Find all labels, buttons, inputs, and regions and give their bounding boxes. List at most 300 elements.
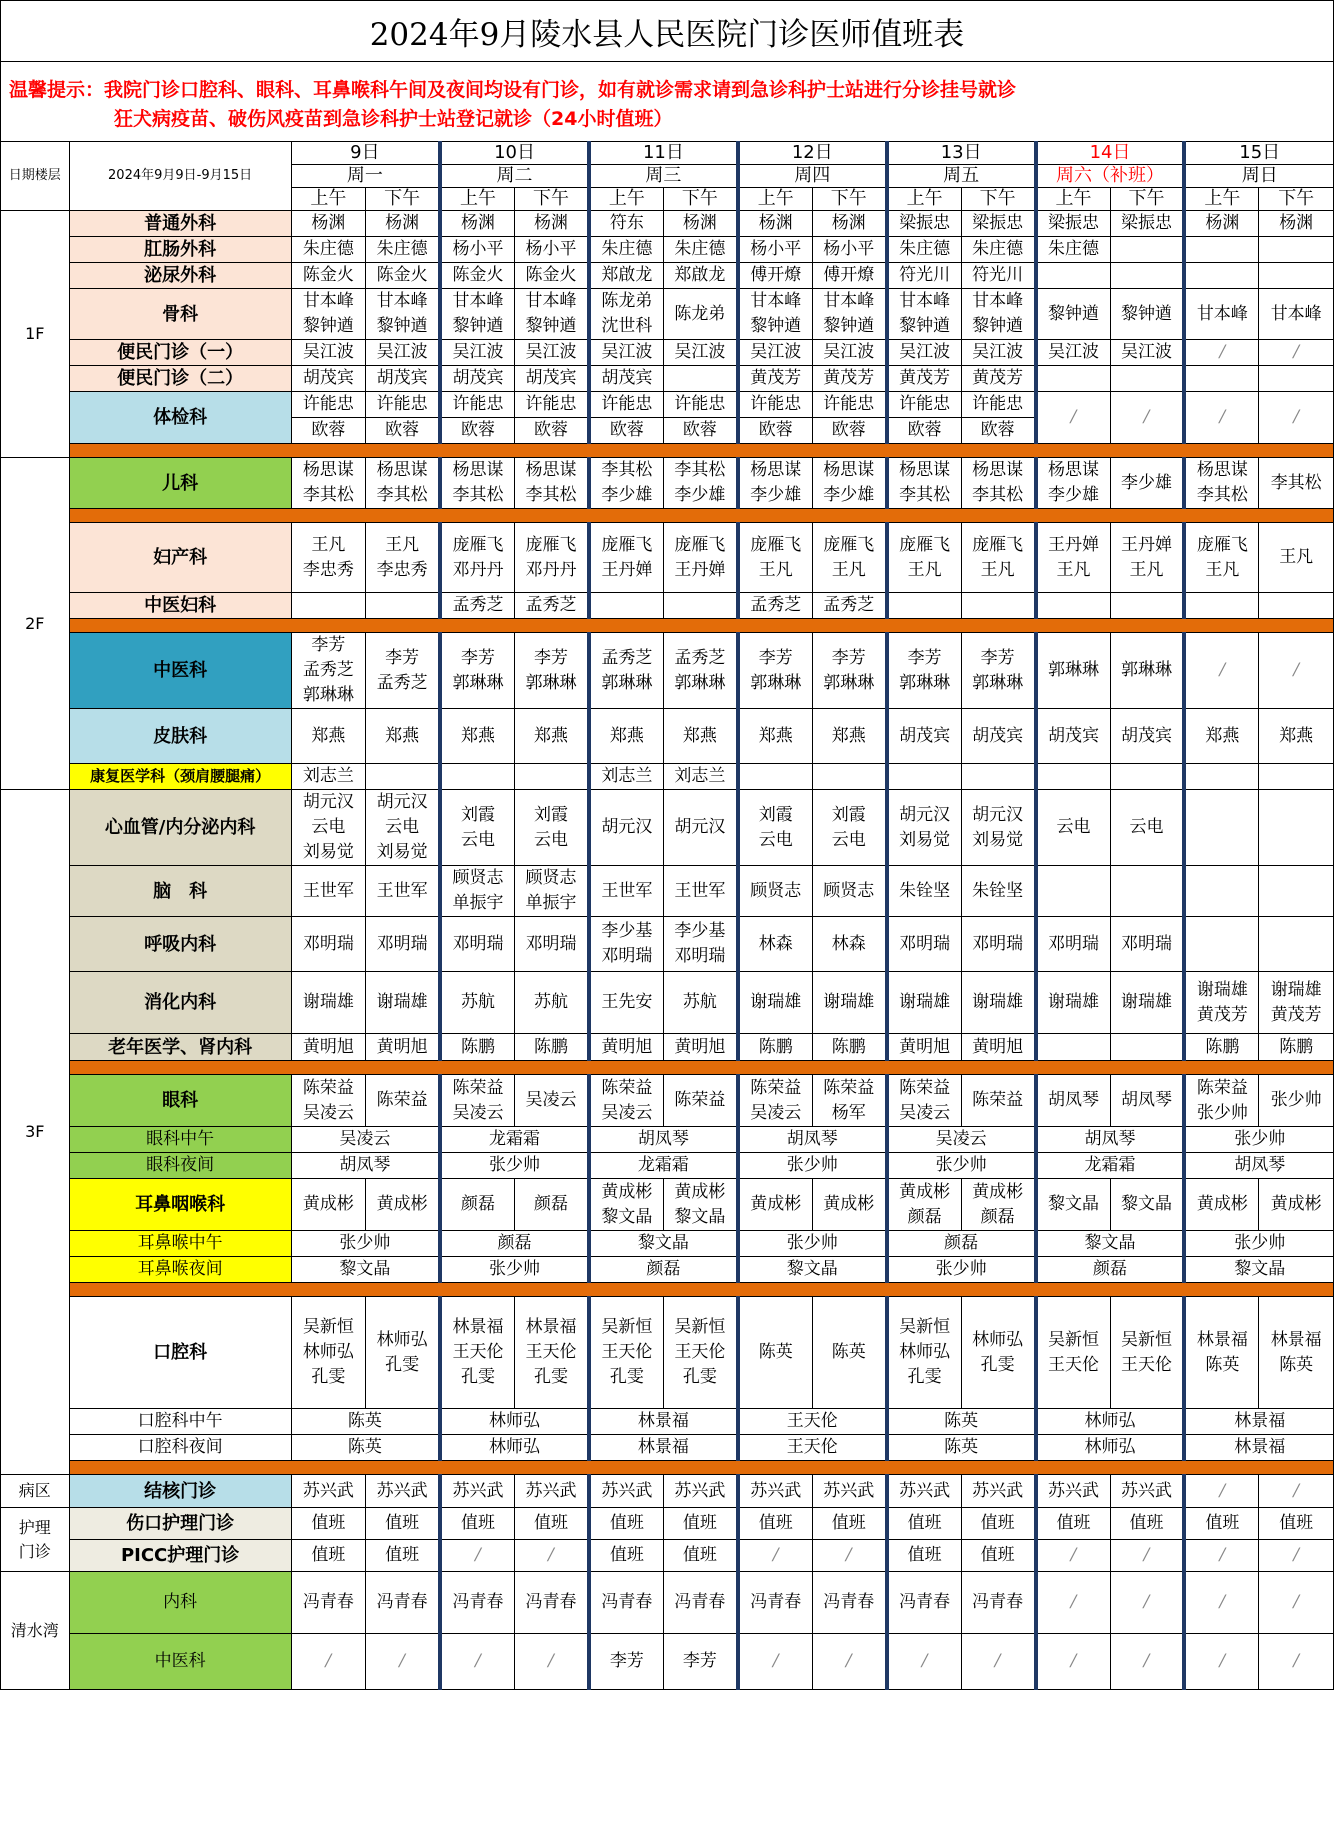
duty-cell: 胡茂宾 bbox=[961, 709, 1035, 764]
duty-cell: 吴新恒 王天伦 bbox=[1036, 1297, 1110, 1409]
duty-roster-table bbox=[0, 141, 1334, 1690]
duty-cell: 林师弘 孔雯 bbox=[961, 1297, 1035, 1409]
duty-cell bbox=[1259, 263, 1334, 289]
header-day-weekday: 周三 bbox=[589, 165, 738, 188]
merged-duty-cell: 林师弘 bbox=[440, 1435, 589, 1461]
duty-cell: 陈荣益 吴凌云 bbox=[291, 1075, 365, 1127]
duty-cell: 甘本峰 黎钟遒 bbox=[515, 289, 589, 340]
duty-cell: 值班 bbox=[663, 1540, 737, 1572]
merged-duty-cell: 张少帅 bbox=[1184, 1231, 1333, 1257]
duty-cell-bottom: 欧蓉 bbox=[831, 420, 866, 440]
duty-cell: 甘本峰 黎钟遒 bbox=[887, 289, 961, 340]
duty-cell bbox=[366, 764, 440, 790]
dept-label: 呼吸内科 bbox=[69, 917, 291, 972]
duty-cell: / bbox=[1259, 1475, 1334, 1508]
duty-cell: 陈英 bbox=[738, 1297, 812, 1409]
duty-cell: 吴新恒 王天伦 孔雯 bbox=[589, 1297, 663, 1409]
duty-cell: / bbox=[1184, 340, 1258, 366]
floor-label-f2: 2F bbox=[1, 458, 70, 790]
merged-duty-cell: 颜磊 bbox=[1036, 1257, 1185, 1283]
duty-cell-top: 许能忠 bbox=[813, 392, 885, 418]
duty-cell: 苏兴武 bbox=[663, 1475, 737, 1508]
duty-cell: 黄明旭 bbox=[887, 1034, 961, 1061]
duty-cell-bottom: 欧蓉 bbox=[907, 420, 942, 440]
duty-cell: / bbox=[1184, 633, 1258, 709]
duty-cell: 胡茂宾 bbox=[515, 366, 589, 392]
duty-cell: / bbox=[515, 1540, 589, 1572]
duty-cell bbox=[1184, 764, 1258, 790]
duty-cell: 吴江波 bbox=[961, 340, 1035, 366]
duty-cell: 甘本峰 bbox=[1259, 289, 1334, 340]
header-day-date: 13日 bbox=[887, 142, 1036, 165]
dept-label: 耳鼻喉夜间 bbox=[69, 1257, 291, 1283]
duty-cell bbox=[1184, 263, 1258, 289]
merged-duty-cell: 王天伦 bbox=[738, 1435, 887, 1461]
duty-cell: 黄成彬 黎文晶 bbox=[589, 1179, 663, 1231]
duty-cell: 陈荣益 bbox=[366, 1075, 440, 1127]
duty-cell: 刘志兰 bbox=[589, 764, 663, 790]
header-day-weekday: 周日 bbox=[1184, 165, 1333, 188]
duty-cell: 王凡 李忠秀 bbox=[366, 523, 440, 593]
duty-cell: 谢瑞雄 bbox=[1110, 972, 1184, 1034]
duty-cell: 值班 bbox=[291, 1508, 365, 1540]
duty-cell: 邓明瑞 bbox=[1110, 917, 1184, 972]
header-date-range: 2024年9月9日-9月15日 bbox=[69, 142, 291, 211]
duty-cell: 王世军 bbox=[663, 866, 737, 917]
dept-label: 眼科 bbox=[69, 1075, 291, 1127]
duty-cell: / bbox=[961, 1634, 1035, 1690]
duty-cell: / bbox=[1184, 1540, 1258, 1572]
duty-cell: 郑燕 bbox=[738, 709, 812, 764]
duty-cell: 符光川 bbox=[887, 263, 961, 289]
duty-cell: 刘霞 云电 bbox=[440, 790, 514, 866]
header-day-weekday: 周六（补班） bbox=[1036, 165, 1185, 188]
merged-duty-cell: 林景福 bbox=[1184, 1435, 1333, 1461]
dept-label: 眼科夜间 bbox=[69, 1153, 291, 1179]
duty-cell: 胡元汉 刘易觉 bbox=[887, 790, 961, 866]
duty-cell: 符光川 bbox=[961, 263, 1035, 289]
header-am: 上午 bbox=[589, 188, 663, 211]
section-separator bbox=[69, 1283, 1333, 1297]
duty-cell: 林森 bbox=[738, 917, 812, 972]
header-day-date: 15日 bbox=[1184, 142, 1333, 165]
duty-cell: 谢瑞雄 黄茂芳 bbox=[1259, 972, 1334, 1034]
duty-cell: 吴江波 bbox=[515, 340, 589, 366]
duty-cell: / bbox=[366, 1634, 440, 1690]
duty-cell: 杨思谋 李其松 bbox=[961, 458, 1035, 509]
duty-cell: 值班 bbox=[515, 1508, 589, 1540]
duty-cell: 值班 bbox=[887, 1540, 961, 1572]
duty-cell: 吴江波 bbox=[812, 340, 886, 366]
duty-cell bbox=[1036, 593, 1110, 619]
dept-label: 中医科 bbox=[69, 1634, 291, 1690]
duty-cell: 吴新恒 林师弘 孔雯 bbox=[291, 1297, 365, 1409]
duty-cell: 邓明瑞 bbox=[887, 917, 961, 972]
duty-cell: 苏兴武 bbox=[440, 1475, 514, 1508]
duty-cell: 李少基 邓明瑞 bbox=[589, 917, 663, 972]
duty-cell: 苏航 bbox=[663, 972, 737, 1034]
duty-cell: 王丹婵 王凡 bbox=[1036, 523, 1110, 593]
duty-cell: 庞雁飞 王丹婵 bbox=[589, 523, 663, 593]
duty-cell: 胡茂宾 bbox=[887, 709, 961, 764]
duty-cell: 郑燕 bbox=[366, 709, 440, 764]
duty-cell: 杨渊 bbox=[1184, 211, 1258, 237]
duty-cell: 黄明旭 bbox=[366, 1034, 440, 1061]
duty-cell: / bbox=[1036, 1634, 1110, 1690]
duty-cell: 杨小平 bbox=[515, 237, 589, 263]
duty-cell bbox=[366, 593, 440, 619]
dept-label: 脑 科 bbox=[69, 866, 291, 917]
duty-cell: 郑燕 bbox=[1259, 709, 1334, 764]
duty-cell: 陈金火 bbox=[515, 263, 589, 289]
duty-cell: 黄明旭 bbox=[291, 1034, 365, 1061]
duty-cell: 杨思谋 李其松 bbox=[366, 458, 440, 509]
duty-cell bbox=[812, 764, 886, 790]
duty-cell: 顾贤志 bbox=[738, 866, 812, 917]
duty-cell: 黄成彬 bbox=[366, 1179, 440, 1231]
duty-cell bbox=[1184, 866, 1258, 917]
duty-cell bbox=[1259, 366, 1334, 392]
merged-duty-cell: 张少帅 bbox=[738, 1153, 887, 1179]
duty-cell: 杨思谋 李少雄 bbox=[1036, 458, 1110, 509]
merged-duty-cell: 陈英 bbox=[887, 1409, 1036, 1435]
duty-cell: 张少帅 bbox=[1259, 1075, 1334, 1127]
duty-cell: 胡茂宾 bbox=[589, 366, 663, 392]
merged-duty-cell: 林师弘 bbox=[440, 1409, 589, 1435]
duty-cell: 冯青春 bbox=[663, 1572, 737, 1634]
duty-cell-top: 许能忠 bbox=[889, 392, 961, 418]
duty-cell: 刘霞 云电 bbox=[812, 790, 886, 866]
duty-cell: 王先安 bbox=[589, 972, 663, 1034]
floor-label-qsw: 清水湾 bbox=[1, 1572, 70, 1690]
duty-cell: 冯青春 bbox=[961, 1572, 1035, 1634]
duty-cell: 甘本峰 bbox=[1184, 289, 1258, 340]
duty-cell bbox=[1110, 1034, 1184, 1061]
duty-cell: 谢瑞雄 bbox=[812, 972, 886, 1034]
duty-cell: / bbox=[1259, 1634, 1334, 1690]
duty-cell bbox=[1259, 790, 1334, 866]
duty-cell: 云电 bbox=[1036, 790, 1110, 866]
duty-cell: 李其松 李少雄 bbox=[589, 458, 663, 509]
merged-duty-cell: 龙霜霜 bbox=[1036, 1153, 1185, 1179]
duty-cell: 杨渊 bbox=[440, 211, 514, 237]
duty-cell: 郑燕 bbox=[515, 709, 589, 764]
merged-duty-cell: 胡凤琴 bbox=[1036, 1127, 1185, 1153]
merged-duty-cell: 王天伦 bbox=[738, 1409, 887, 1435]
duty-cell: 苏兴武 bbox=[1110, 1475, 1184, 1508]
duty-cell: / bbox=[1259, 392, 1334, 444]
duty-cell bbox=[663, 366, 737, 392]
duty-cell: 云电 bbox=[1110, 790, 1184, 866]
header-day-date: 11日 bbox=[589, 142, 738, 165]
merged-duty-cell: 陈英 bbox=[291, 1435, 440, 1461]
duty-cell: 杨思谋 李其松 bbox=[291, 458, 365, 509]
duty-cell bbox=[1259, 237, 1334, 263]
duty-cell: 李芳 孟秀芝 郭琳琳 bbox=[291, 633, 365, 709]
duty-cell bbox=[515, 392, 589, 444]
header-am: 上午 bbox=[440, 188, 514, 211]
duty-cell: 邓明瑞 bbox=[515, 917, 589, 972]
duty-cell: / bbox=[1036, 392, 1110, 444]
duty-cell: 冯青春 bbox=[738, 1572, 812, 1634]
duty-cell bbox=[663, 593, 737, 619]
duty-cell: 梁振忠 bbox=[1110, 211, 1184, 237]
duty-cell: 值班 bbox=[291, 1540, 365, 1572]
duty-cell: 杨渊 bbox=[663, 211, 737, 237]
duty-cell: 陈鹏 bbox=[1184, 1034, 1258, 1061]
duty-cell: 胡凤琴 bbox=[1036, 1075, 1110, 1127]
duty-cell: 郑燕 bbox=[440, 709, 514, 764]
duty-cell bbox=[1036, 866, 1110, 917]
duty-cell: / bbox=[1184, 392, 1258, 444]
duty-cell: 王凡 bbox=[1259, 523, 1334, 593]
duty-cell: 孟秀芝 bbox=[515, 593, 589, 619]
merged-duty-cell: 林景福 bbox=[589, 1409, 738, 1435]
duty-cell: 胡元汉 bbox=[589, 790, 663, 866]
duty-cell bbox=[1259, 593, 1334, 619]
duty-cell: 杨渊 bbox=[812, 211, 886, 237]
duty-cell: 苏航 bbox=[515, 972, 589, 1034]
duty-cell: 值班 bbox=[738, 1508, 812, 1540]
duty-cell-top: 许能忠 bbox=[292, 392, 365, 418]
duty-cell: 孟秀芝 郭琳琳 bbox=[663, 633, 737, 709]
duty-cell bbox=[589, 593, 663, 619]
duty-cell: 邓明瑞 bbox=[440, 917, 514, 972]
duty-cell: 庞雁飞 邓丹丹 bbox=[440, 523, 514, 593]
duty-cell: 林景福 陈英 bbox=[1259, 1297, 1334, 1409]
dept-label: 内科 bbox=[69, 1572, 291, 1634]
duty-cell: 杨小平 bbox=[812, 237, 886, 263]
header-am: 上午 bbox=[291, 188, 365, 211]
duty-cell: / bbox=[887, 1634, 961, 1690]
duty-cell bbox=[440, 764, 514, 790]
dept-label: 骨科 bbox=[69, 289, 291, 340]
duty-cell: / bbox=[1110, 1634, 1184, 1690]
duty-cell: 杨思谋 李其松 bbox=[515, 458, 589, 509]
duty-cell: 冯青春 bbox=[589, 1572, 663, 1634]
duty-cell: 黎文晶 bbox=[1036, 1179, 1110, 1231]
duty-cell: 值班 bbox=[366, 1540, 440, 1572]
duty-cell: 顾贤志 单振宇 bbox=[440, 866, 514, 917]
header-day-weekday: 周二 bbox=[440, 165, 589, 188]
duty-cell: 冯青春 bbox=[515, 1572, 589, 1634]
duty-cell: 杨思谋 李其松 bbox=[1184, 458, 1258, 509]
duty-cell: 吴新恒 王天伦 孔雯 bbox=[663, 1297, 737, 1409]
duty-cell-top: 许能忠 bbox=[740, 392, 812, 418]
duty-cell: 黄明旭 bbox=[589, 1034, 663, 1061]
duty-cell bbox=[1110, 764, 1184, 790]
section-separator bbox=[69, 1461, 1333, 1475]
section-separator bbox=[69, 619, 1333, 633]
duty-cell: 郑燕 bbox=[291, 709, 365, 764]
duty-cell-bottom: 欧蓉 bbox=[385, 420, 420, 440]
duty-cell: 孟秀芝 bbox=[738, 593, 812, 619]
duty-cell: 黄成彬 颜磊 bbox=[887, 1179, 961, 1231]
merged-duty-cell: 林师弘 bbox=[1036, 1409, 1185, 1435]
duty-cell: 庞雁飞 王凡 bbox=[738, 523, 812, 593]
duty-cell: 陈荣益 张少帅 bbox=[1184, 1075, 1258, 1127]
duty-cell: 王世军 bbox=[366, 866, 440, 917]
duty-cell: 梁振忠 bbox=[961, 211, 1035, 237]
duty-cell: 陈鹏 bbox=[440, 1034, 514, 1061]
duty-cell: / bbox=[291, 1634, 365, 1690]
duty-cell: 李少雄 bbox=[1110, 458, 1184, 509]
header-date-floor: 日期楼层 bbox=[1, 142, 70, 211]
duty-cell bbox=[1110, 593, 1184, 619]
duty-cell: 吴江波 bbox=[1036, 340, 1110, 366]
duty-cell bbox=[1184, 237, 1258, 263]
dept-label: 便民门诊（二） bbox=[69, 366, 291, 392]
duty-cell: 冯青春 bbox=[291, 1572, 365, 1634]
duty-cell: 值班 bbox=[812, 1508, 886, 1540]
merged-duty-cell: 黎文晶 bbox=[291, 1257, 440, 1283]
duty-cell: 刘志兰 bbox=[663, 764, 737, 790]
merged-duty-cell: 张少帅 bbox=[1184, 1127, 1333, 1153]
dept-label: 伤口护理门诊 bbox=[69, 1508, 291, 1540]
duty-cell: 吴新恒 林师弘 孔雯 bbox=[887, 1297, 961, 1409]
duty-cell: 陈金火 bbox=[366, 263, 440, 289]
duty-cell: / bbox=[440, 1634, 514, 1690]
duty-cell: 朱铨坚 bbox=[961, 866, 1035, 917]
duty-cell: 值班 bbox=[961, 1508, 1035, 1540]
merged-duty-cell: 黎文晶 bbox=[738, 1257, 887, 1283]
section-separator bbox=[69, 1061, 1333, 1075]
dept-label: 便民门诊（一） bbox=[69, 340, 291, 366]
duty-cell: 邓明瑞 bbox=[366, 917, 440, 972]
duty-cell: 谢瑞雄 bbox=[961, 972, 1035, 1034]
duty-cell: 值班 bbox=[440, 1508, 514, 1540]
duty-cell: 胡元汉 云电 刘易觉 bbox=[291, 790, 365, 866]
header-pm: 下午 bbox=[663, 188, 737, 211]
header-pm: 下午 bbox=[961, 188, 1035, 211]
duty-cell: 李芳 孟秀芝 bbox=[366, 633, 440, 709]
duty-cell: 值班 bbox=[887, 1508, 961, 1540]
duty-cell: 陈鹏 bbox=[738, 1034, 812, 1061]
duty-cell: 朱庄德 bbox=[589, 237, 663, 263]
duty-cell: 刘霞 云电 bbox=[515, 790, 589, 866]
merged-duty-cell: 龙霜霜 bbox=[440, 1127, 589, 1153]
duty-cell-bottom: 欧蓉 bbox=[682, 420, 717, 440]
duty-cell: 陈龙弟 沈世科 bbox=[589, 289, 663, 340]
duty-cell bbox=[961, 392, 1035, 444]
dept-label: 眼科中午 bbox=[69, 1127, 291, 1153]
merged-duty-cell: 胡凤琴 bbox=[589, 1127, 738, 1153]
duty-cell: 冯青春 bbox=[440, 1572, 514, 1634]
duty-cell: 林景福 王天伦 孔雯 bbox=[515, 1297, 589, 1409]
duty-cell: 郑啟龙 bbox=[663, 263, 737, 289]
notice-line-1: 温馨提示：我院门诊口腔科、眼科、耳鼻喉科午间及夜间均设有门诊，如有就诊需求请到急诊科护士站进行分诊挂号就诊 bbox=[9, 79, 1017, 101]
duty-cell: 谢瑞雄 bbox=[1036, 972, 1110, 1034]
merged-duty-cell: 林景福 bbox=[1184, 1409, 1333, 1435]
duty-cell: 朱铨坚 bbox=[887, 866, 961, 917]
duty-cell: / bbox=[1259, 633, 1334, 709]
header-day-date: 14日 bbox=[1036, 142, 1185, 165]
duty-cell bbox=[1110, 263, 1184, 289]
section-separator bbox=[69, 444, 1333, 458]
duty-cell: 李其松 李少雄 bbox=[663, 458, 737, 509]
duty-cell: 李芳 郭琳琳 bbox=[812, 633, 886, 709]
duty-cell: 值班 bbox=[1036, 1508, 1110, 1540]
duty-cell: 苏兴武 bbox=[515, 1475, 589, 1508]
duty-cell: 黄茂芳 bbox=[961, 366, 1035, 392]
duty-cell: 李少基 邓明瑞 bbox=[663, 917, 737, 972]
duty-cell: / bbox=[1110, 1572, 1184, 1634]
dept-label: 心血管/内分泌内科 bbox=[69, 790, 291, 866]
duty-cell: 王世军 bbox=[589, 866, 663, 917]
duty-cell: 胡茂宾 bbox=[366, 366, 440, 392]
duty-cell: 苏兴武 bbox=[366, 1475, 440, 1508]
merged-duty-cell: 胡凤琴 bbox=[291, 1153, 440, 1179]
duty-cell: 黄成彬 bbox=[738, 1179, 812, 1231]
duty-cell: 陈鹏 bbox=[515, 1034, 589, 1061]
duty-cell bbox=[1259, 917, 1334, 972]
duty-cell: 李芳 郭琳琳 bbox=[961, 633, 1035, 709]
duty-cell: 郑燕 bbox=[589, 709, 663, 764]
merged-duty-cell: 张少帅 bbox=[887, 1257, 1036, 1283]
dept-label: 泌尿外科 bbox=[69, 263, 291, 289]
duty-cell: 杨渊 bbox=[291, 211, 365, 237]
duty-cell: 林森 bbox=[812, 917, 886, 972]
header-pm: 下午 bbox=[1110, 188, 1184, 211]
duty-cell: 黄成彬 黎文晶 bbox=[663, 1179, 737, 1231]
duty-cell: 吴江波 bbox=[738, 340, 812, 366]
duty-cell: 苏航 bbox=[440, 972, 514, 1034]
duty-cell: 黄成彬 bbox=[1259, 1179, 1334, 1231]
duty-cell: / bbox=[515, 1634, 589, 1690]
duty-cell: 郑燕 bbox=[812, 709, 886, 764]
duty-cell: / bbox=[738, 1540, 812, 1572]
duty-cell: 庞雁飞 王凡 bbox=[887, 523, 961, 593]
duty-cell: 值班 bbox=[663, 1508, 737, 1540]
duty-cell: 甘本峰 黎钟遒 bbox=[961, 289, 1035, 340]
duty-cell: 黄明旭 bbox=[663, 1034, 737, 1061]
duty-cell bbox=[961, 593, 1035, 619]
duty-cell: 李芳 bbox=[589, 1634, 663, 1690]
dept-label: PICC护理门诊 bbox=[69, 1540, 291, 1572]
duty-cell: 黄茂芳 bbox=[887, 366, 961, 392]
dept-label: 妇产科 bbox=[69, 523, 291, 593]
duty-cell: 李芳 bbox=[663, 1634, 737, 1690]
duty-cell: 胡凤琴 bbox=[1110, 1075, 1184, 1127]
dept-label: 口腔科夜间 bbox=[69, 1435, 291, 1461]
duty-cell: 吴江波 bbox=[887, 340, 961, 366]
duty-cell bbox=[1036, 263, 1110, 289]
merged-duty-cell: 陈英 bbox=[291, 1409, 440, 1435]
duty-cell: 值班 bbox=[1259, 1508, 1334, 1540]
duty-cell: 胡茂宾 bbox=[1110, 709, 1184, 764]
duty-cell: 黄茂芳 bbox=[738, 366, 812, 392]
duty-cell: 黄成彬 bbox=[812, 1179, 886, 1231]
duty-cell: 吴新恒 王天伦 bbox=[1110, 1297, 1184, 1409]
header-pm: 下午 bbox=[812, 188, 886, 211]
dept-label: 康复医学科（颈肩腰腿痛） bbox=[69, 764, 291, 790]
merged-duty-cell: 颜磊 bbox=[887, 1231, 1036, 1257]
duty-cell: 颜磊 bbox=[515, 1179, 589, 1231]
dept-label: 体检科 bbox=[69, 392, 291, 444]
duty-cell: 谢瑞雄 黄茂芳 bbox=[1184, 972, 1258, 1034]
duty-cell-top: 许能忠 bbox=[591, 392, 663, 418]
duty-cell: 朱庄德 bbox=[366, 237, 440, 263]
duty-cell: 值班 bbox=[1110, 1508, 1184, 1540]
duty-cell: 孟秀芝 郭琳琳 bbox=[589, 633, 663, 709]
duty-cell: 邓明瑞 bbox=[1036, 917, 1110, 972]
page-title: 2024年9月陵水县人民医院门诊医师值班表 bbox=[0, 0, 1334, 62]
duty-cell: 杨渊 bbox=[515, 211, 589, 237]
dept-label: 中医科 bbox=[69, 633, 291, 709]
duty-cell: 苏兴武 bbox=[738, 1475, 812, 1508]
duty-cell: / bbox=[1036, 1572, 1110, 1634]
duty-cell: 杨小平 bbox=[440, 237, 514, 263]
